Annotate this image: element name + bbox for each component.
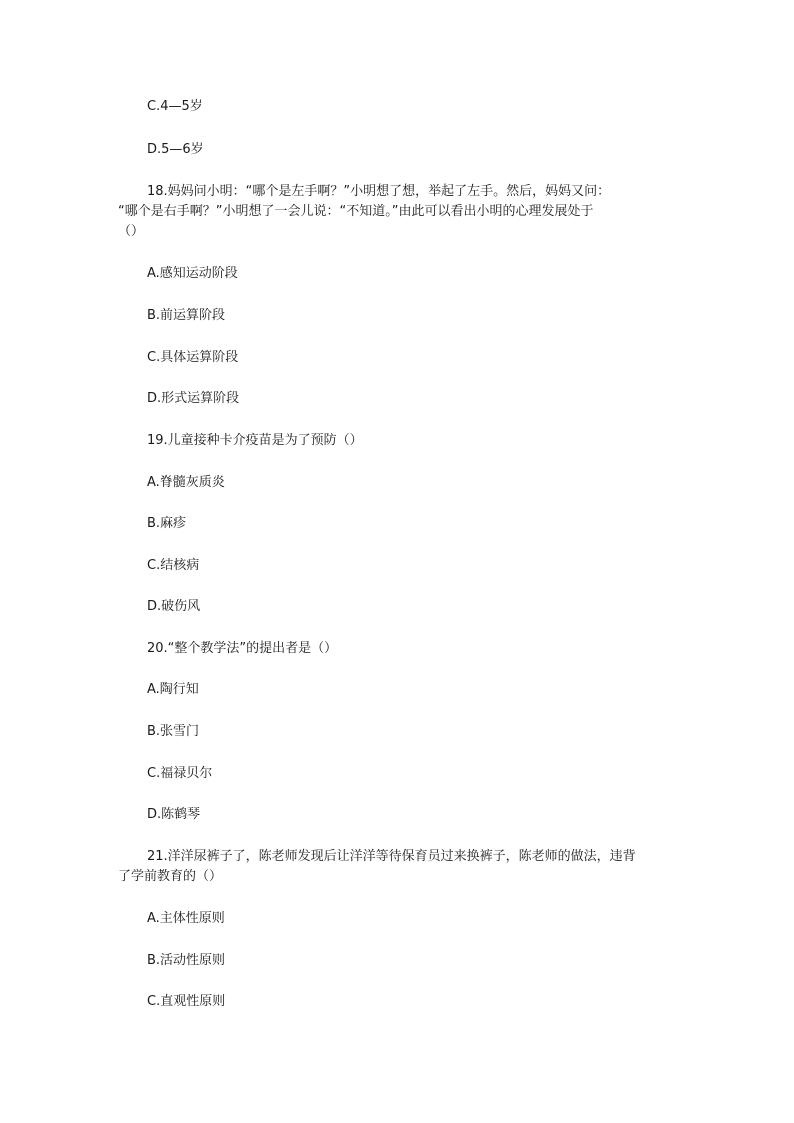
q20-option-b: B.张雪门 [147, 724, 200, 739]
q18-option-c: C.具体运算阶段 [147, 350, 239, 365]
q18-option-d: D.形式运算阶段 [147, 391, 240, 406]
q21-option-a: A.主体性原则 [147, 911, 225, 926]
q17-option-d: D.5—6岁 [147, 142, 204, 157]
q19-option-b: B.麻疹 [147, 516, 187, 531]
q20-option-a: A.陶行知 [147, 682, 199, 697]
q21-option-c: C.直观性原则 [147, 994, 226, 1009]
q18-option-a: A.感知运动阶段 [147, 266, 238, 281]
q20-option-c: C.福禄贝尔 [147, 766, 213, 781]
q17-option-c: C.4—5岁 [147, 99, 203, 114]
q18-stem-line-1: 18.妈妈问小明：“哪个是左手啊？”小明想了想，举起了左手。然后，妈妈又问： [147, 184, 611, 199]
q18-stem-line-3: （） [118, 224, 145, 239]
q19-option-a: A.脊髓灰质炎 [147, 475, 225, 490]
q20-option-d: D.陈鹤琴 [147, 807, 201, 822]
q19-stem: 19.儿童接种卡介疫苗是为了预防（） [147, 433, 363, 448]
q18-stem-line-2: “哪个是右手啊？”小明想了一会儿说：“不知道。”由此可以看出小明的心理发展处于 [118, 204, 594, 219]
q21-option-b: B.活动性原则 [147, 953, 226, 968]
q19-option-c: C.结核病 [147, 558, 200, 573]
q21-stem-line-2: 了学前教育的（） [118, 869, 223, 884]
q19-option-d: D.破伤风 [147, 599, 201, 614]
q18-option-b: B.前运算阶段 [147, 308, 226, 323]
q21-stem-line-1: 21.洋洋尿裤子了，陈老师发现后让洋洋等待保育员过来换裤子，陈老师的做法，违背 [147, 849, 636, 864]
q20-stem: 20.“整个教学法”的提出者是（） [147, 641, 338, 656]
